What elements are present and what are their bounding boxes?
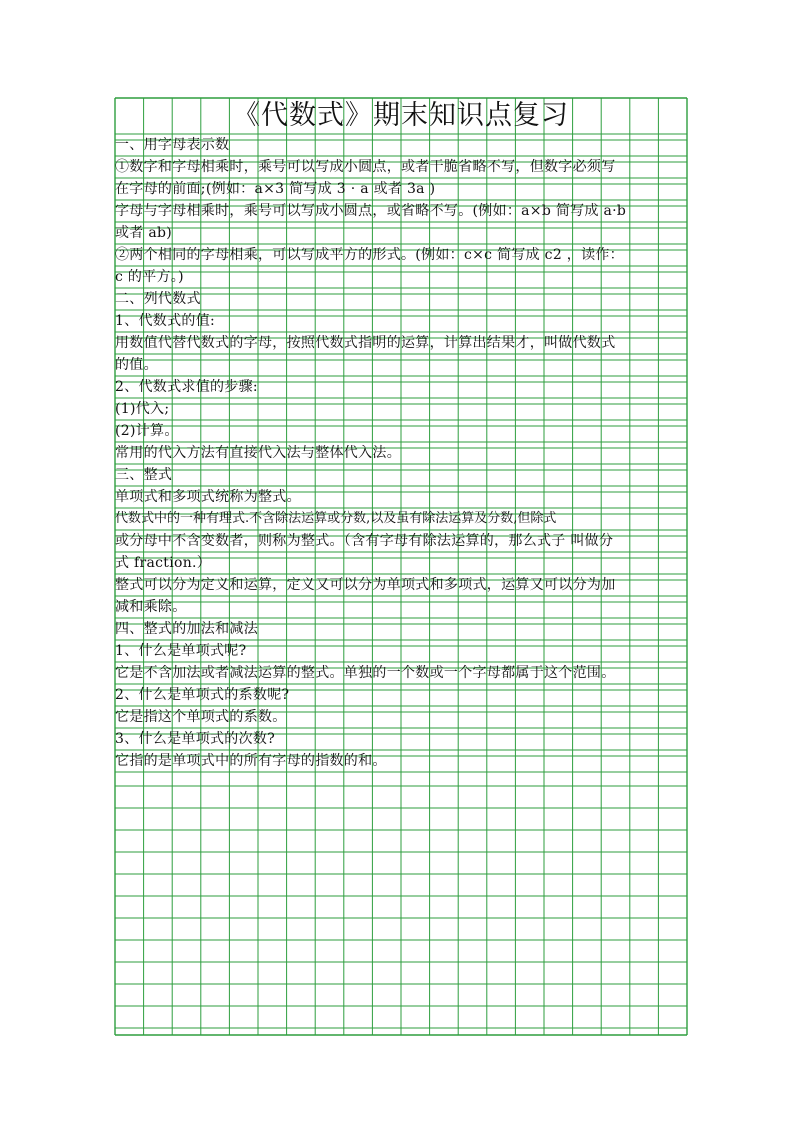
section-heading: 二、列代数式: [115, 291, 201, 307]
text-line: 减和乘除。: [115, 599, 187, 615]
text-line: ②两个相同的字母相乘，可以写成平方的形式。(例如：c×c 简写成 c2 ，读作：: [115, 247, 624, 263]
text-line: 或分母中不含变数者，则称为整式。（含有字母有除法运算的，那么式子 叫做分: [115, 533, 614, 549]
text-line: 它指的是单项式中的所有字母的指数的和。: [115, 753, 387, 769]
text-line: (1)代入;: [115, 401, 170, 417]
text-line: c 的平方。): [115, 269, 184, 285]
section-heading: 一、用字母表示数: [115, 137, 230, 153]
page-title: 《代数式》期末知识点复习: [233, 100, 569, 131]
text-line: 常用的代入方法有直接代入法与整体代入法。: [115, 445, 401, 461]
text-line: 的值。: [115, 357, 158, 373]
text-line: 代数式中的一种有理式.不含除法运算或分数,以及虽有除法运算及分数,但除式: [115, 511, 557, 526]
text-line: 它是指这个单项式的系数。: [115, 709, 287, 725]
subsection-heading: 1、代数式的值:: [115, 313, 216, 329]
text-line: (2)计算。: [115, 423, 179, 439]
text-line: 整式可以分为定义和运算，定义又可以分为单项式和多项式，运算又可以分为加: [115, 577, 616, 593]
document-body: [115, 98, 687, 772]
question-line: 1、什么是单项式呢?: [115, 643, 247, 659]
section-heading: 三、整式: [115, 467, 173, 483]
text-line: 它是不含加法或者减法运算的整式。单独的一个数或一个字母都属于这个范围。: [115, 665, 616, 681]
question-line: 2、什么是单项式的系数呢?: [115, 687, 290, 703]
text-line: 用数值代替代数式的字母，按照代数式指明的运算，计算出结果才，叫做代数式: [115, 335, 616, 351]
subsection-heading: 2、代数式求值的步骤:: [115, 379, 258, 395]
text-line: 或者 ab): [115, 225, 173, 241]
text-line: 字母与字母相乘时，乘号可以写成小圆点，或省略不写。(例如：a×b 简写成 a·b: [115, 203, 627, 219]
question-line: 3、什么是单项式的次数?: [115, 731, 276, 747]
text-line: 单项式和多项式统称为整式。: [115, 489, 301, 505]
text-line: ①数字和字母相乘时，乘号可以写成小圆点，或者干脆省略不写，但数字必须写: [115, 159, 616, 175]
text-line: 式 fraction.）: [115, 555, 212, 571]
section-heading: 四、整式的加法和减法: [115, 621, 258, 637]
text-line: 在字母的前面;(例如：a×3 简写成 3 · a 或者 3a ): [115, 181, 436, 197]
